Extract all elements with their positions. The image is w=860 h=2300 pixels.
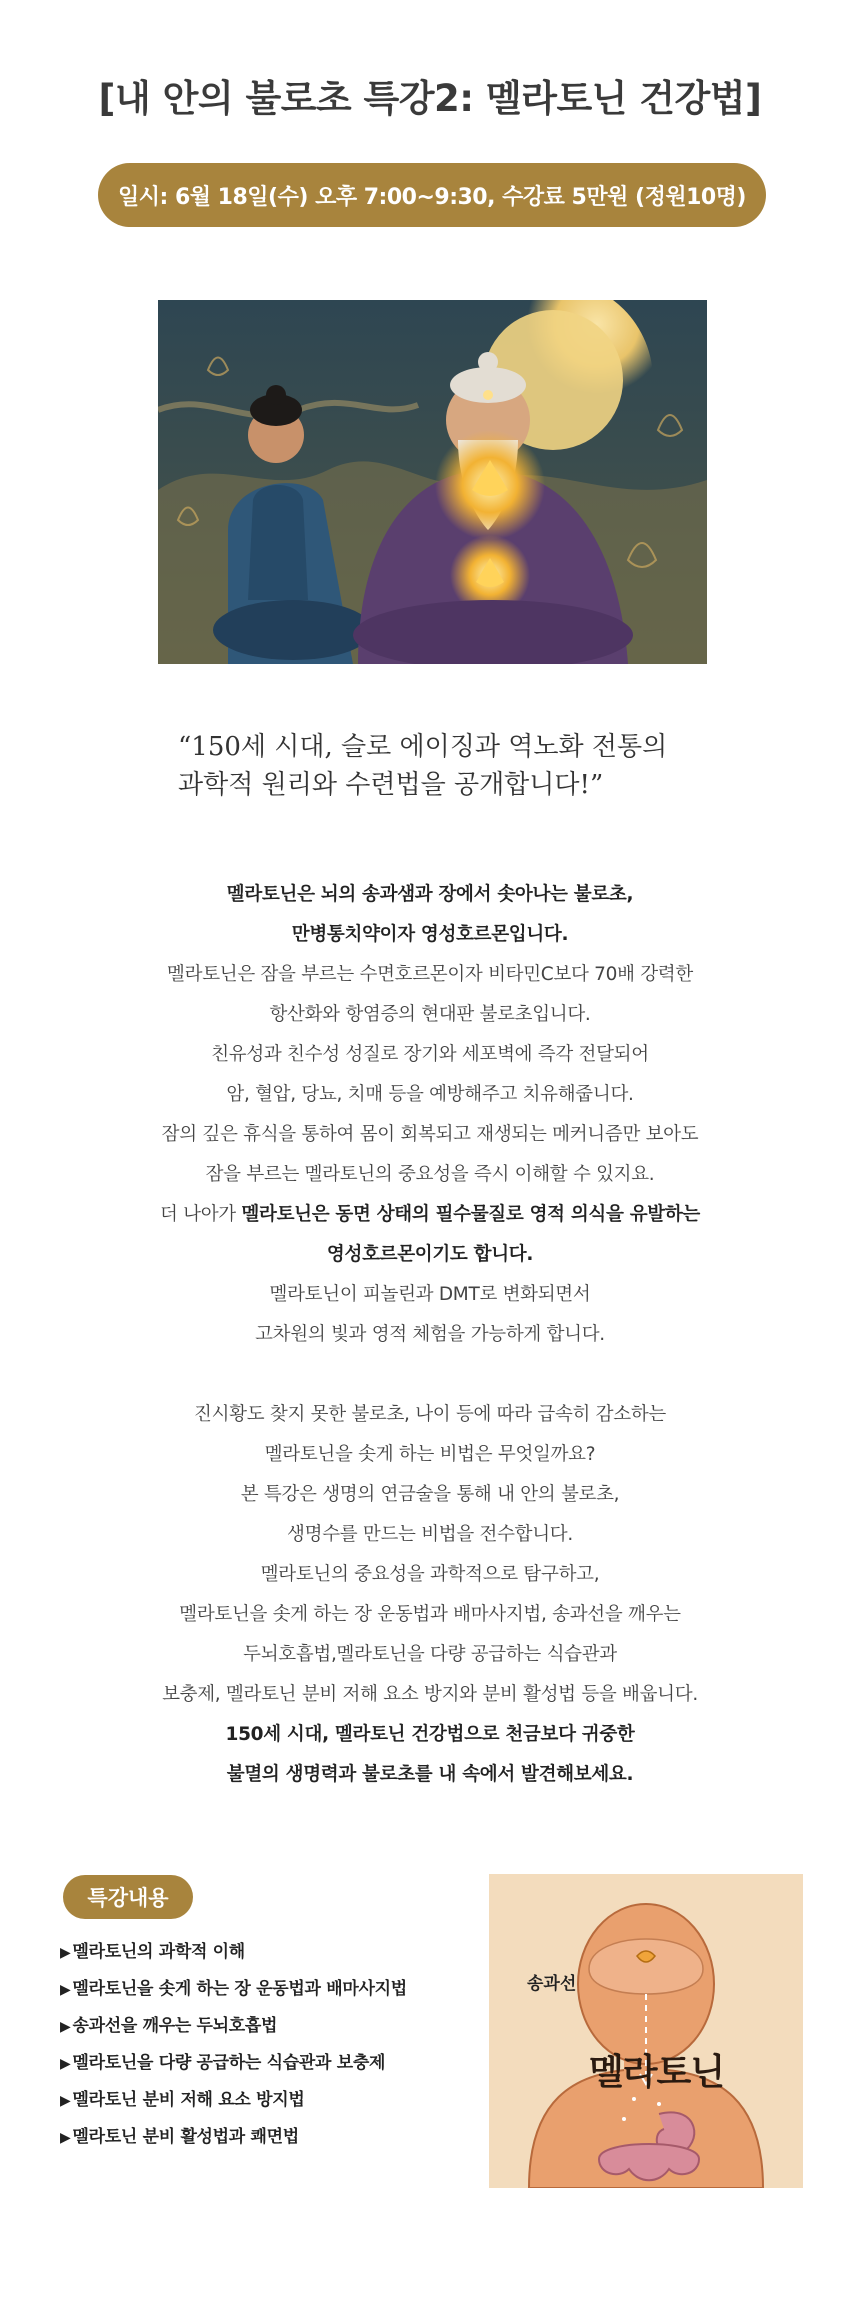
quote bbox=[178, 728, 738, 804]
body-line bbox=[0, 1035, 860, 1075]
course-list bbox=[60, 1934, 500, 2156]
body-line bbox=[0, 995, 860, 1035]
course-list-item bbox=[60, 1934, 500, 1971]
body-line-text: 멜라토닌은 뇌의 송과샘과 장에서 솟아나는 불로초, bbox=[226, 884, 634, 905]
intro-body bbox=[0, 875, 860, 1795]
triangle-bullet-icon: ▶ bbox=[60, 1982, 71, 1998]
pineal-gland-label: 송과선 bbox=[527, 1974, 577, 1994]
body-line-text: 영성호르몬이기도 합니다. bbox=[326, 1244, 534, 1265]
body-line bbox=[0, 1195, 860, 1235]
body-line bbox=[0, 1675, 860, 1715]
triangle-bullet-icon: ▶ bbox=[60, 2056, 71, 2072]
body-line bbox=[0, 1595, 860, 1635]
body-line-text: 150세 시대, 멜라토닌 건강법으로 천금보다 귀중한 bbox=[225, 1724, 635, 1745]
body-line bbox=[0, 1435, 860, 1475]
body-line-text: 진시황도 찾지 못한 불로초, 나이 등에 따라 급속히 감소하는 bbox=[194, 1404, 666, 1425]
triangle-bullet-icon: ▶ bbox=[60, 2130, 71, 2146]
triangle-bullet-icon: ▶ bbox=[60, 2019, 71, 2035]
body-line-text: 잠을 부르는 멜라토닌의 중요성을 즉시 이해할 수 있지요. bbox=[205, 1164, 655, 1185]
body-line bbox=[0, 1755, 860, 1795]
body-line bbox=[0, 1515, 860, 1555]
schedule-badge: 일시: 6월 18일(수) 오후 7:00~9:30, 수강료 5만원 (정원10명) bbox=[98, 163, 766, 227]
body-line-text: 멜라토닌은 잠을 부르는 수면호르몬이자 비타민C보다 70배 강력한 bbox=[167, 964, 693, 985]
paragraph-gap bbox=[0, 1355, 860, 1395]
quote-line: 과학적 원리와 수련법을 공개합니다!” bbox=[178, 770, 604, 800]
body-line bbox=[0, 1115, 860, 1155]
body-line-text: 잠의 깊은 휴식을 통하여 몸이 회복되고 재생되는 메커니즘만 보아도 bbox=[161, 1124, 699, 1145]
body-line-text: 본 특강은 생명의 연금술을 통해 내 안의 불로초, bbox=[240, 1484, 620, 1505]
page-title: [내 안의 불로초 특강2: 멜라토닌 건강법] bbox=[98, 77, 762, 120]
body-line bbox=[0, 915, 860, 955]
body-line bbox=[0, 1315, 860, 1355]
body-line bbox=[0, 955, 860, 995]
body-line-text: 멜라토닌을 솟게 하는 비법은 무엇일까요? bbox=[264, 1444, 596, 1465]
body-line-text: 불멸의 생명력과 불로초를 내 속에서 발견해보세요. bbox=[226, 1764, 634, 1785]
body-line-text: 멜라토닌의 중요성을 과학적으로 탐구하고, bbox=[260, 1564, 600, 1585]
course-list-item bbox=[60, 1971, 500, 2008]
body-line-text: 만병통치약이자 영성호르몬입니다. bbox=[291, 924, 569, 945]
body-line-text: 더 나아가 bbox=[159, 1204, 242, 1225]
anatomy-illustration bbox=[489, 1874, 803, 2188]
body-line bbox=[0, 1275, 860, 1315]
body-line-text: 보충제, 멜라토닌 분비 저해 요소 방지와 분비 활성법 등을 배웁니다. bbox=[162, 1684, 698, 1705]
quote-line: “150세 시대, 슬로 에이징과 역노화 전통의 bbox=[178, 732, 668, 762]
body-line-text: 두뇌호흡법,멜라토닌을 다량 공급하는 식습관과 bbox=[243, 1644, 617, 1665]
body-line bbox=[0, 1395, 860, 1435]
body-line-text: 암, 혈압, 당뇨, 치매 등을 예방해주고 치유해줍니다. bbox=[226, 1084, 634, 1105]
course-item-text: 멜라토닌 분비 활성법과 쾌면법 bbox=[72, 2127, 299, 2147]
course-list-item bbox=[60, 2082, 500, 2119]
melatonin-label: 멜라토닌 bbox=[589, 2052, 725, 2093]
meditation-masters-illustration bbox=[158, 300, 707, 664]
course-list-item bbox=[60, 2119, 500, 2156]
body-line bbox=[0, 1235, 860, 1275]
body-line bbox=[0, 1475, 860, 1515]
body-line bbox=[0, 1555, 860, 1595]
body-line-emphasis: 멜라토닌은 동면 상태의 필수물질로 영적 의식을 유발하는 bbox=[241, 1204, 700, 1225]
hero-illustration bbox=[158, 300, 707, 664]
body-line bbox=[0, 1635, 860, 1675]
body-line-text: 친유성과 친수성 성질로 장기와 세포벽에 즉각 전달되어 bbox=[211, 1044, 649, 1065]
triangle-bullet-icon: ▶ bbox=[60, 1945, 71, 1961]
course-item-text: 멜라토닌을 다량 공급하는 식습관과 보충제 bbox=[72, 2053, 386, 2073]
section-badge: 특강내용 bbox=[63, 1875, 193, 1919]
course-item-text: 송과선을 깨우는 두뇌호흡법 bbox=[72, 2016, 278, 2036]
body-line bbox=[0, 1715, 860, 1755]
course-list-item bbox=[60, 2008, 500, 2045]
body-line-text: 멜라토닌이 피놀린과 DMT로 변화되면서 bbox=[269, 1284, 591, 1305]
triangle-bullet-icon: ▶ bbox=[60, 2093, 71, 2109]
course-item-text: 멜라토닌을 솟게 하는 장 운동법과 배마사지법 bbox=[72, 1979, 407, 1999]
body-line bbox=[0, 875, 860, 915]
body-line bbox=[0, 1075, 860, 1115]
body-line-text: 멜라토닌을 솟게 하는 장 운동법과 배마사지법, 송과선을 깨우는 bbox=[179, 1604, 681, 1625]
body-line-text: 항산화와 항염증의 현대판 불로초입니다. bbox=[269, 1004, 591, 1025]
course-item-text: 멜라토닌 분비 저해 요소 방지법 bbox=[72, 2090, 305, 2110]
body-line-text: 생명수를 만드는 비법을 전수합니다. bbox=[287, 1524, 573, 1545]
course-item-text: 멜라토닌의 과학적 이해 bbox=[72, 1942, 245, 1962]
body-line-text: 고차원의 빛과 영적 체험을 가능하게 합니다. bbox=[255, 1324, 605, 1345]
body-anatomy-image bbox=[489, 1874, 803, 2188]
course-list-item bbox=[60, 2045, 500, 2082]
body-line bbox=[0, 1155, 860, 1195]
